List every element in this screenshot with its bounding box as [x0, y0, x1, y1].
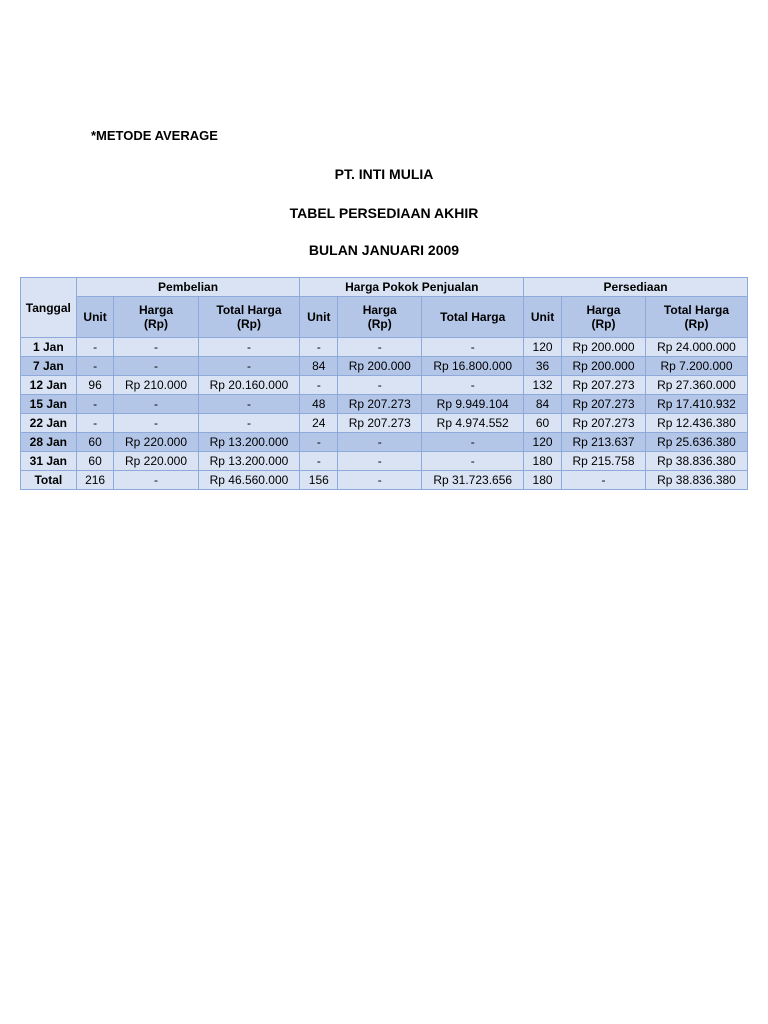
- cell-inventory-price: Rp 200.000: [561, 357, 645, 376]
- cell-cogs-total: -: [422, 338, 524, 357]
- cell-date: 1 Jan: [21, 338, 77, 357]
- table-row: [21, 376, 748, 395]
- cell-cogs-total: -: [422, 376, 524, 395]
- subheader-cogs-unit: Unit: [300, 297, 338, 338]
- cell-inventory-unit: 36: [524, 357, 562, 376]
- cell-cogs-unit: 24: [300, 414, 338, 433]
- subheader-inventory-unit: Unit: [524, 297, 562, 338]
- cell-inventory-unit: 180: [524, 452, 562, 471]
- cell-purchase-unit: 60: [76, 433, 114, 452]
- cell-inventory-price: Rp 200.000: [561, 338, 645, 357]
- company-name: PT. INTI MULIA: [334, 166, 434, 182]
- cell-inventory-unit: 180: [524, 471, 562, 490]
- cell-inventory-price: Rp 213.637: [561, 433, 645, 452]
- cell-inventory-total: Rp 12.436.380: [645, 414, 747, 433]
- cell-date: 12 Jan: [21, 376, 77, 395]
- subheader-purchases-unit: Unit: [76, 297, 114, 338]
- cell-purchase-total: Rp 46.560.000: [198, 471, 300, 490]
- cell-purchase-unit: 96: [76, 376, 114, 395]
- cell-cogs-price: Rp 200.000: [338, 357, 422, 376]
- cell-date: 22 Jan: [21, 414, 77, 433]
- cell-purchase-price: -: [114, 414, 198, 433]
- cell-cogs-unit: -: [300, 433, 338, 452]
- cell-purchase-unit: -: [76, 338, 114, 357]
- cell-purchase-price: -: [114, 338, 198, 357]
- table-title: TABEL PERSEDIAAN AKHIR: [289, 205, 479, 221]
- cell-inventory-price: Rp 207.273: [561, 414, 645, 433]
- cell-inventory-unit: 84: [524, 395, 562, 414]
- cell-inventory-price: Rp 207.273: [561, 376, 645, 395]
- inventory-table: [20, 277, 748, 490]
- cell-cogs-total: Rp 9.949.104: [422, 395, 524, 414]
- cell-cogs-unit: 156: [300, 471, 338, 490]
- subheader-inventory-total: Total Harga (Rp): [645, 297, 747, 338]
- cell-inventory-price: -: [561, 471, 645, 490]
- cell-date: Total: [21, 471, 77, 490]
- cell-cogs-price: -: [338, 376, 422, 395]
- cell-inventory-unit: 132: [524, 376, 562, 395]
- cell-purchase-total: -: [198, 338, 300, 357]
- cell-date: 28 Jan: [21, 433, 77, 452]
- cell-inventory-unit: 120: [524, 433, 562, 452]
- cell-inventory-total: Rp 7.200.000: [645, 357, 747, 376]
- group-header-purchases: Pembelian: [76, 278, 300, 297]
- method-note: *METODE AVERAGE: [91, 128, 218, 143]
- cell-inventory-total: Rp 38.836.380: [645, 471, 747, 490]
- cell-purchase-total: -: [198, 395, 300, 414]
- cell-purchase-unit: -: [76, 395, 114, 414]
- subheader-cogs-price: Harga (Rp): [338, 297, 422, 338]
- cell-cogs-unit: -: [300, 376, 338, 395]
- table-row: [21, 452, 748, 471]
- cell-purchase-unit: 216: [76, 471, 114, 490]
- cell-purchase-price: -: [114, 357, 198, 376]
- cell-cogs-total: Rp 31.723.656: [422, 471, 524, 490]
- cell-date: 7 Jan: [21, 357, 77, 376]
- cell-cogs-price: -: [338, 433, 422, 452]
- cell-purchase-total: -: [198, 357, 300, 376]
- cell-purchase-unit: -: [76, 414, 114, 433]
- cell-purchase-total: Rp 20.160.000: [198, 376, 300, 395]
- cell-cogs-unit: -: [300, 452, 338, 471]
- cell-purchase-unit: 60: [76, 452, 114, 471]
- cell-cogs-total: -: [422, 452, 524, 471]
- cell-inventory-price: Rp 207.273: [561, 395, 645, 414]
- cell-purchase-total: Rp 13.200.000: [198, 452, 300, 471]
- cell-purchase-unit: -: [76, 357, 114, 376]
- cell-inventory-total: Rp 38.836.380: [645, 452, 747, 471]
- table-row: [21, 433, 748, 452]
- cell-purchase-price: -: [114, 395, 198, 414]
- table-row: [21, 395, 748, 414]
- subheader-purchases-price: Harga (Rp): [114, 297, 198, 338]
- cell-date: 31 Jan: [21, 452, 77, 471]
- cell-cogs-unit: 84: [300, 357, 338, 376]
- subheader-cogs-total: Total Harga: [422, 297, 524, 338]
- cell-inventory-unit: 120: [524, 338, 562, 357]
- cell-date: 15 Jan: [21, 395, 77, 414]
- cell-cogs-price: Rp 207.273: [338, 414, 422, 433]
- table-row: [21, 357, 748, 376]
- cell-cogs-price: -: [338, 338, 422, 357]
- table-row: [21, 338, 748, 357]
- group-header-inventory: Persediaan: [524, 278, 748, 297]
- cell-cogs-total: -: [422, 433, 524, 452]
- cell-cogs-price: -: [338, 471, 422, 490]
- cell-purchase-price: Rp 220.000: [114, 433, 198, 452]
- cell-purchase-total: Rp 13.200.000: [198, 433, 300, 452]
- cell-purchase-total: -: [198, 414, 300, 433]
- cell-inventory-total: Rp 25.636.380: [645, 433, 747, 452]
- cell-cogs-price: Rp 207.273: [338, 395, 422, 414]
- cell-purchase-price: Rp 210.000: [114, 376, 198, 395]
- cell-cogs-total: Rp 16.800.000: [422, 357, 524, 376]
- subheader-inventory-price: Harga (Rp): [561, 297, 645, 338]
- cell-cogs-unit: -: [300, 338, 338, 357]
- cell-inventory-total: Rp 17.410.932: [645, 395, 747, 414]
- cell-purchase-price: -: [114, 471, 198, 490]
- total-row: [21, 471, 748, 490]
- cell-purchase-price: Rp 220.000: [114, 452, 198, 471]
- cell-inventory-total: Rp 24.000.000: [645, 338, 747, 357]
- group-header-cogs: Harga Pokok Penjualan: [300, 278, 524, 297]
- cell-inventory-total: Rp 27.360.000: [645, 376, 747, 395]
- cell-cogs-price: -: [338, 452, 422, 471]
- cell-inventory-price: Rp 215.758: [561, 452, 645, 471]
- cell-cogs-total: Rp 4.974.552: [422, 414, 524, 433]
- table-row: [21, 414, 748, 433]
- subheader-purchases-total: Total Harga (Rp): [198, 297, 300, 338]
- period-title: BULAN JANUARI 2009: [308, 242, 460, 258]
- cell-inventory-unit: 60: [524, 414, 562, 433]
- cell-cogs-unit: 48: [300, 395, 338, 414]
- date-column-header: Tanggal: [21, 278, 77, 338]
